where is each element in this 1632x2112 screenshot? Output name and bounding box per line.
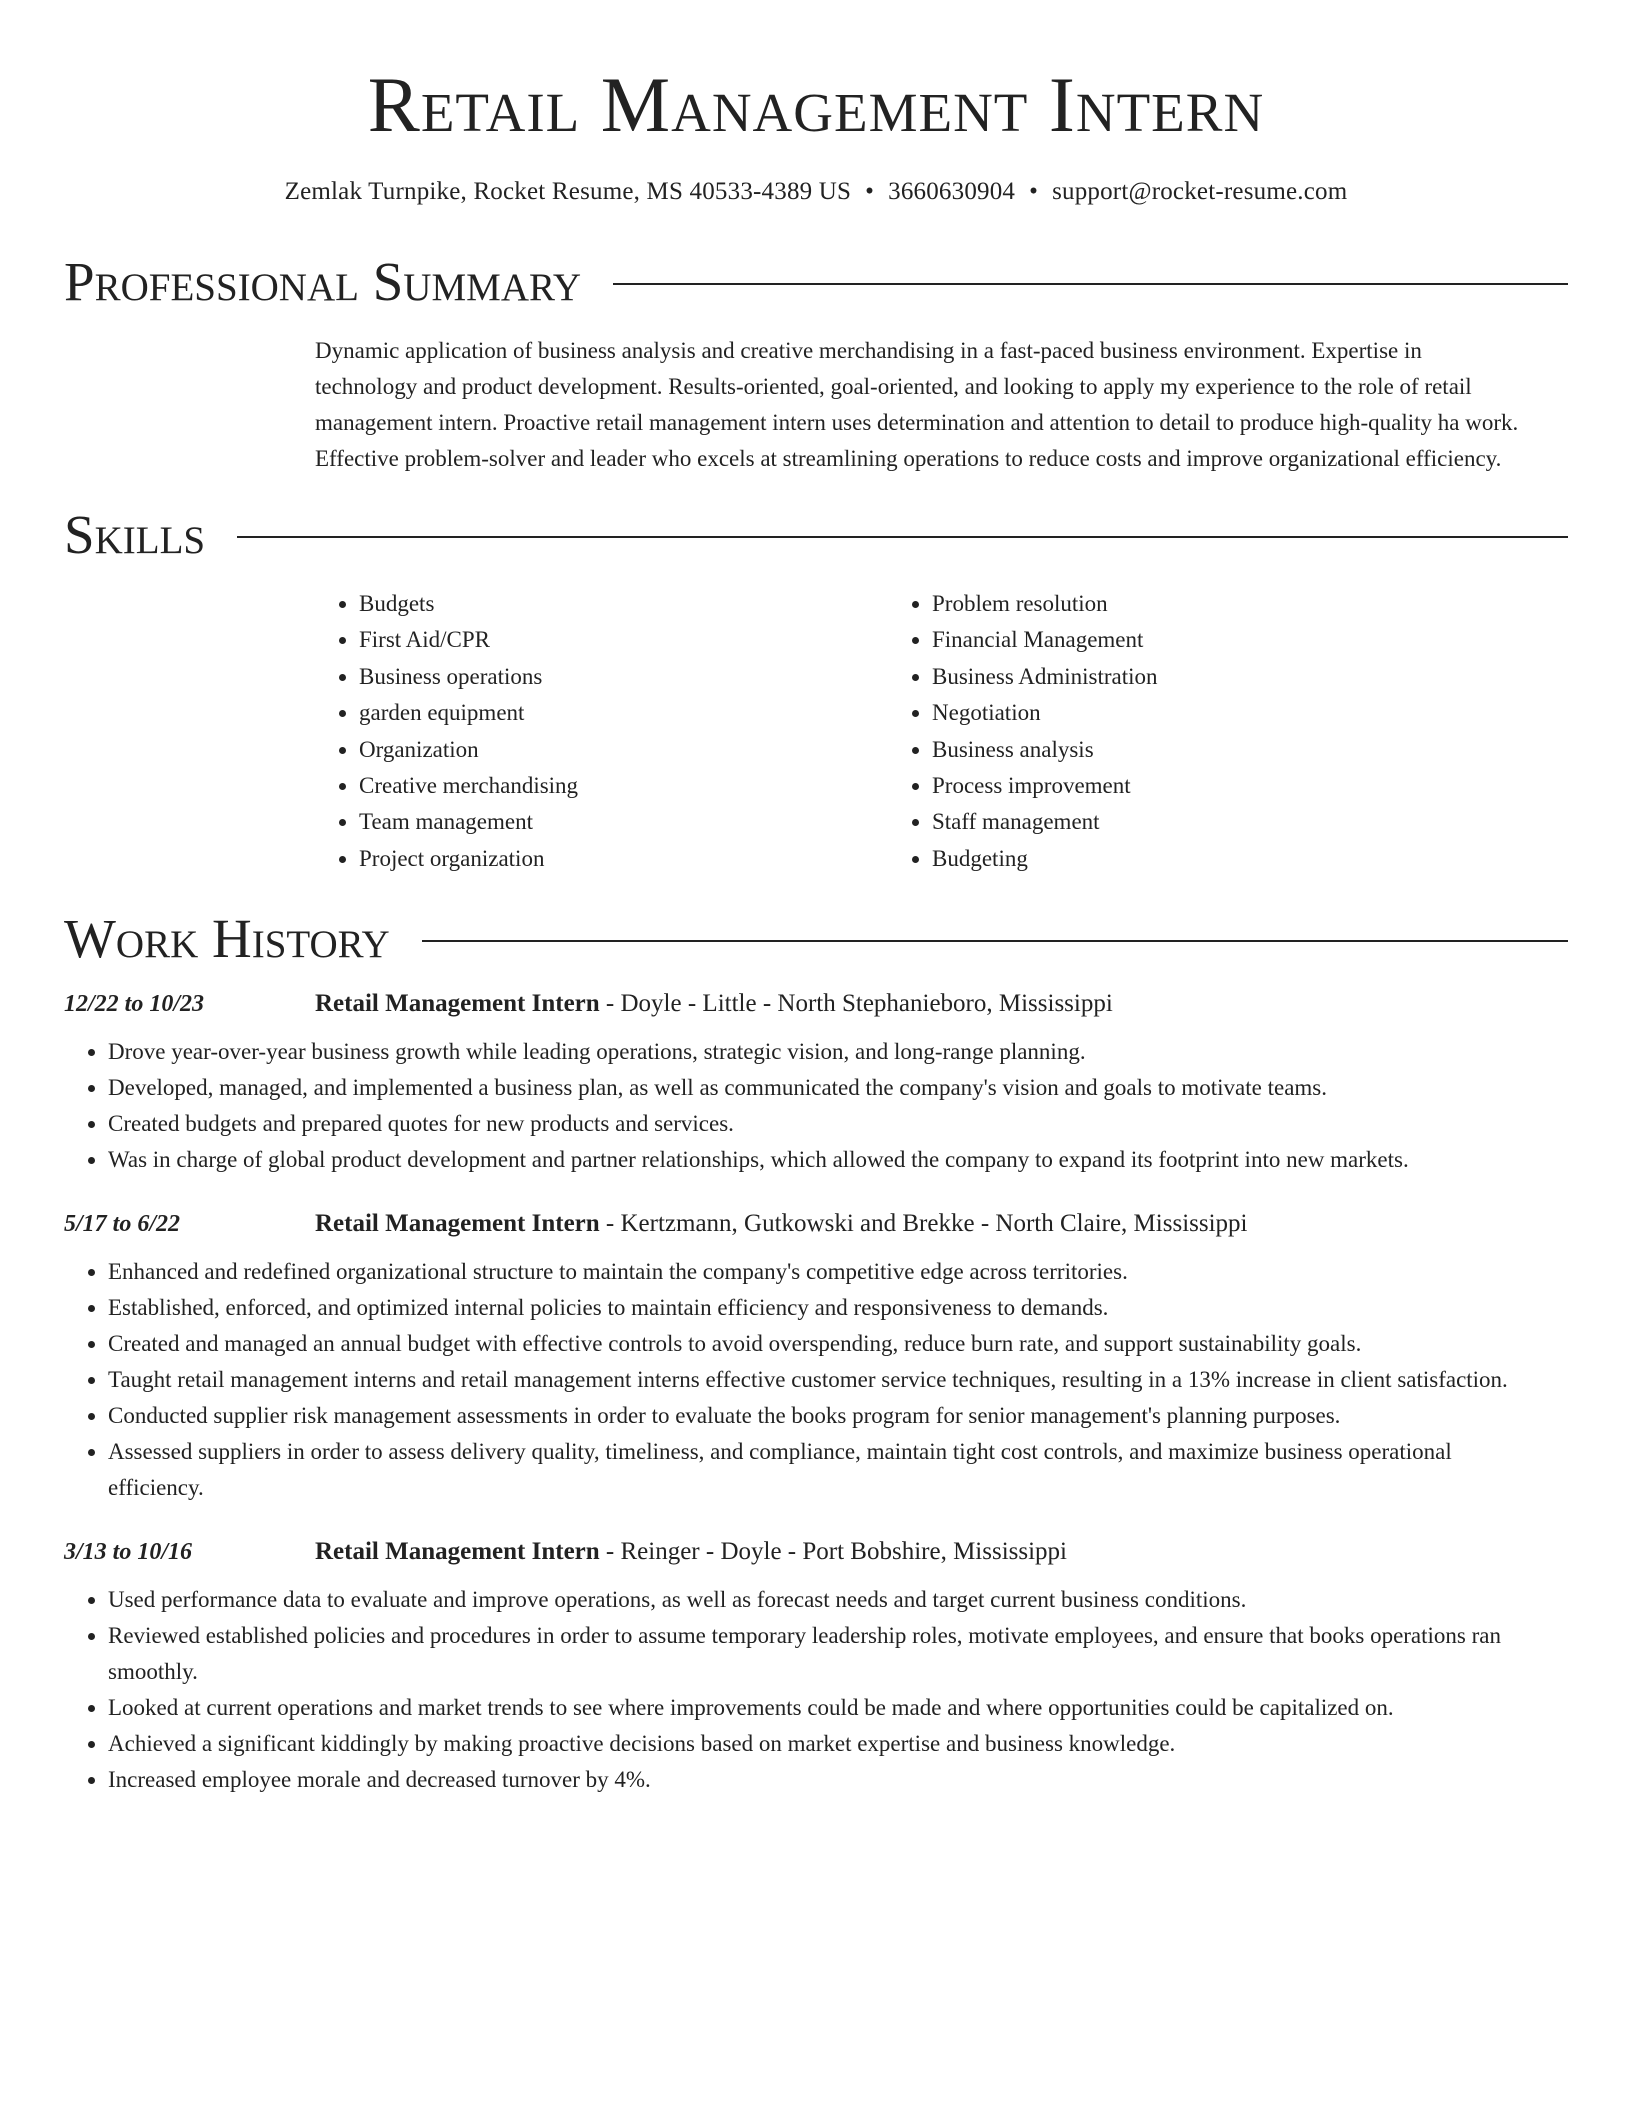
skills-column-right bbox=[888, 586, 1158, 877]
skill-item: • Negotiation bbox=[932, 695, 1158, 731]
job-bullet: • Was in charge of global product development and partner relationships, which allowed the company to expand its footprint into new markets. bbox=[108, 1142, 1520, 1178]
contact-separator: • bbox=[1029, 178, 1039, 205]
job-bullets bbox=[64, 1254, 1520, 1506]
job-bullet: • Drove year-over-year business growth while leading operations, strategic vision, and long-range planning. bbox=[108, 1034, 1520, 1070]
skills-list bbox=[315, 586, 1568, 877]
job-bullet: • Developed, managed, and implemented a business plan, as well as communicated the company's vision and goals to motivate teams. bbox=[108, 1070, 1520, 1106]
skills-section-title: Skills bbox=[64, 504, 206, 565]
job-bullet: • Reviewed established policies and procedures in order to assume temporary leadership roles, motivate employees, and ensure that books operations ran smoothly. bbox=[108, 1618, 1520, 1690]
job-bullets bbox=[64, 1582, 1520, 1798]
job-bullet: • Established, enforced, and optimized internal policies to maintain efficiency and responsiveness to demands. bbox=[108, 1290, 1520, 1326]
work-section-title: Work History bbox=[64, 908, 390, 970]
job-header bbox=[64, 990, 1568, 1018]
contact-email: support@rocket-resume.com bbox=[1052, 178, 1348, 205]
job-bullet: • Used performance data to evaluate and improve operations, as well as forecast needs and target current business conditions. bbox=[108, 1582, 1520, 1618]
job-bullet: • Created budgets and prepared quotes for new products and services. bbox=[108, 1106, 1520, 1142]
skill-item: • First Aid/CPR bbox=[359, 622, 888, 658]
job-employer: - Reinger - Doyle - Port Bobshire, Mississippi bbox=[599, 1538, 1068, 1566]
contact-phone: 3660630904 bbox=[888, 178, 1016, 205]
work-section-header bbox=[64, 908, 1568, 970]
job-dates: 5/17 to 6/22 bbox=[64, 1211, 181, 1238]
skill-item: • Staff management bbox=[932, 804, 1158, 840]
contact-line bbox=[64, 178, 1568, 206]
job-bullet: • Enhanced and redefined organizational structure to maintain the company's competitive edge across territories. bbox=[108, 1254, 1520, 1290]
job-bullet: • Taught retail management interns and retail management interns effective customer service techniques, resulting in a 13% increase in client satisfaction. bbox=[108, 1362, 1520, 1398]
job-dates: 3/13 to 10/16 bbox=[64, 1539, 193, 1566]
job-entry bbox=[64, 990, 1568, 1178]
job-role: Retail Management Intern bbox=[315, 990, 600, 1018]
skill-item: • Organization bbox=[359, 732, 888, 768]
job-role: Retail Management Intern bbox=[315, 1538, 600, 1566]
skill-item: • Process improvement bbox=[932, 768, 1158, 804]
job-bullet: • Increased employee morale and decreased turnover by 4%. bbox=[108, 1762, 1520, 1798]
job-entry bbox=[64, 1210, 1568, 1506]
job-employer: - Doyle - Little - North Stephanieboro, Mississippi bbox=[599, 990, 1113, 1018]
skills-section-header bbox=[64, 504, 1568, 565]
section-divider bbox=[237, 536, 1568, 538]
job-bullet: • Conducted supplier risk management assessments in order to evaluate the books program for senior management's planning purposes. bbox=[108, 1398, 1520, 1434]
skill-item: • Financial Management bbox=[932, 622, 1158, 658]
job-bullet: • Looked at current operations and market trends to see where improvements could be made and where opportunities could be capitalized on. bbox=[108, 1690, 1520, 1726]
job-bullets bbox=[64, 1034, 1520, 1178]
job-title-line bbox=[315, 1538, 1067, 1566]
resume-name: Retail Management Intern bbox=[367, 61, 1265, 148]
summary-text: Dynamic application of business analysis and creative merchandising in a fast-paced business environment. Expertise in technology and product development. Results-oriented, goal-oriented, and looking to apply my experience to the role of retail management intern. Proactive retail management intern uses determination and attention to detail to produce high-quality ha work. Effective problem-solver and leader who excels at streamlining operations to reduce costs and improve organizational efficiency. bbox=[315, 338, 1519, 471]
job-employer: - Kertzmann, Gutkowski and Brekke - North Claire, Mississippi bbox=[599, 1210, 1248, 1238]
skill-item: • Budgets bbox=[359, 586, 888, 622]
job-dates: 12/22 to 10/23 bbox=[64, 991, 205, 1018]
summary-section-header bbox=[64, 251, 1568, 312]
section-divider bbox=[613, 283, 1568, 285]
job-title-line bbox=[315, 1210, 1248, 1238]
skill-item: • Team management bbox=[359, 804, 888, 840]
skill-item: • Creative merchandising bbox=[359, 768, 888, 804]
job-title-line bbox=[315, 990, 1113, 1018]
skill-item: • Business Administration bbox=[932, 659, 1158, 695]
job-bullet: • Created and managed an annual budget with effective controls to avoid overspending, reduce burn rate, and support sustainability goals. bbox=[108, 1326, 1520, 1362]
contact-separator: • bbox=[865, 178, 875, 205]
job-entry bbox=[64, 1538, 1568, 1798]
job-bullet: • Achieved a significant kiddingly by making proactive decisions based on market expertise and business knowledge. bbox=[108, 1726, 1520, 1762]
skill-item: • Project organization bbox=[359, 841, 888, 877]
skills-column-left bbox=[315, 586, 888, 877]
section-divider bbox=[422, 940, 1568, 942]
contact-address: Zemlak Turnpike, Rocket Resume, MS 40533-4389 US bbox=[284, 178, 852, 205]
skill-item: • Business analysis bbox=[932, 732, 1158, 768]
summary-section-title: Professional Summary bbox=[64, 251, 582, 312]
skill-item: • Budgeting bbox=[932, 841, 1158, 877]
skill-item: • Business operations bbox=[359, 659, 888, 695]
skill-item: • garden equipment bbox=[359, 695, 888, 731]
skill-item: • Problem resolution bbox=[932, 586, 1158, 622]
job-header bbox=[64, 1538, 1568, 1566]
job-role: Retail Management Intern bbox=[315, 1210, 600, 1238]
job-bullet: • Assessed suppliers in order to assess delivery quality, timeliness, and compliance, maintain tight cost controls, and maximize business operational efficiency. bbox=[108, 1434, 1520, 1506]
job-header bbox=[64, 1210, 1568, 1238]
